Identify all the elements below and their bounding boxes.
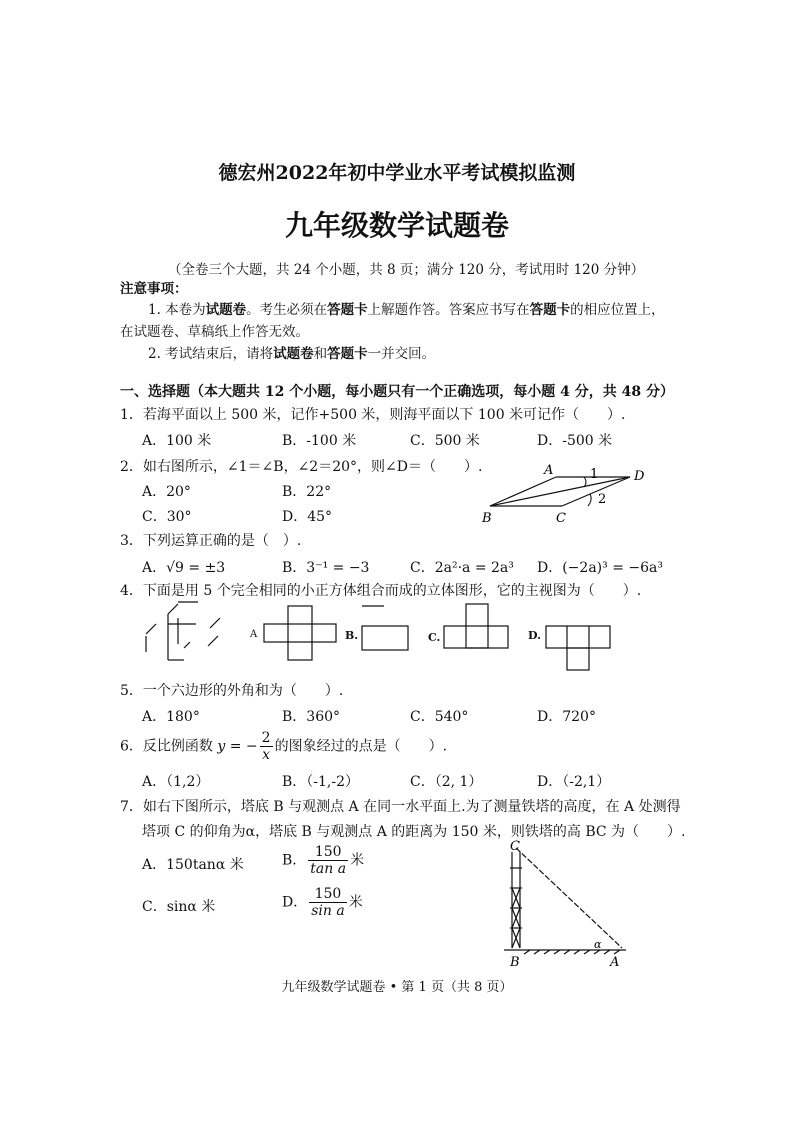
q6-option-b: B．（-1,-2） xyxy=(282,774,360,790)
q6-fraction xyxy=(260,730,273,763)
q4-option-b-view xyxy=(362,604,412,658)
q7-stem-line2: 塔项 C 的仰角为α，塔底 B 与观测点 A 的距离为 150 米，则铁塔的高 BC 为（ ）. xyxy=(142,824,686,840)
note-text: 1. 本卷为 xyxy=(148,302,206,318)
fig-angle-1: 1 xyxy=(590,467,599,482)
q3-option-d: D．(−2a)³ = −6a³ xyxy=(537,560,663,576)
q4-solid-figure xyxy=(138,600,228,664)
note-text: 一并交回。 xyxy=(367,346,436,362)
note-2 xyxy=(148,342,435,362)
q2-option-c: C．30° xyxy=(142,509,192,525)
q2-parallelogram-figure xyxy=(480,462,650,526)
q7-d-numerator: 150 xyxy=(309,886,346,903)
q4-option-c-label: C. xyxy=(428,631,441,644)
q6-stem-text: 6．反比例函数 xyxy=(120,738,213,755)
q2-option-d: D．45° xyxy=(282,509,333,525)
note-emph: 答题卡 xyxy=(529,302,571,318)
note-emph: 答题卡 xyxy=(327,346,368,362)
q6-option-d: D．（-2,1） xyxy=(537,774,611,790)
q2-option-b: B．22° xyxy=(282,484,332,500)
note-text: 。考生必须在 xyxy=(246,302,328,318)
exam-info: （全卷三个大题，共 24 个小题，共 8 页；满分 120 分，考试用时 120 分钟） xyxy=(168,262,645,278)
exam-title: 德宏州2022年初中学业水平考试模拟监测 xyxy=(218,162,576,184)
note-text: 上解题作答。答案应书写在 xyxy=(367,302,530,318)
tower-lattice xyxy=(510,852,522,948)
q1-option-d: D．-500 米 xyxy=(537,433,613,449)
q5-option-c: C．540° xyxy=(410,709,469,725)
fig-label-a: A xyxy=(544,463,554,478)
q7-tower-figure xyxy=(500,838,630,970)
q3-option-a: A．√9 = ±3 xyxy=(142,560,226,576)
q5-option-d: D．720° xyxy=(537,709,596,725)
paper-subtitle: 九年级数学试题卷 xyxy=(284,209,509,242)
q7-b-unit: 米 xyxy=(350,852,365,869)
q6-denominator: x xyxy=(262,747,271,763)
note-1-cont: 在试题卷、草稿纸上作答无效。 xyxy=(120,324,309,340)
q1-stem: 1．若海平面以上 500 米，记作+500 米，则海平面以下 100 米可记作（ ）. xyxy=(120,407,626,423)
fig-label-d: D xyxy=(634,469,645,484)
q5-option-a: A．180° xyxy=(142,709,200,725)
note-text: 的相应位置上， xyxy=(570,302,665,318)
q7-b-numerator: 150 xyxy=(308,844,348,861)
q7-option-c: C．sinα 米 xyxy=(142,899,216,915)
note-emph: 试题卷 xyxy=(273,346,314,362)
q7-option-a: A．150tanα 米 xyxy=(142,857,244,873)
q3-option-c: C．2a²·a = 2a³ xyxy=(410,560,514,576)
q6-option-a: A．（1,2） xyxy=(142,774,210,790)
q1-option-c: C．500 米 xyxy=(410,433,480,449)
q2-stem: 2．如右图所示，∠1＝∠B，∠2＝20°，则∠D＝（ ）. xyxy=(120,459,483,475)
fig-label-c: C xyxy=(510,839,520,854)
q7-option-d xyxy=(282,886,363,919)
q4-option-a-view xyxy=(264,606,338,660)
fig-label-c: C xyxy=(556,511,566,526)
fig-label-b: B xyxy=(510,955,520,970)
q4-option-c-view xyxy=(444,604,514,652)
q6-stem-text: 的图象经过的点是（ ）. xyxy=(274,738,448,755)
fig-angle-2: 2 xyxy=(598,492,607,507)
note-emph: 答题卡 xyxy=(327,302,368,318)
page-footer: 九年级数学试题卷 • 第 1 页（共 8 页） xyxy=(281,980,513,995)
q6-option-c: C．（2, 1） xyxy=(410,774,483,790)
q4-option-d-label: D. xyxy=(528,629,541,642)
q7-d-fraction xyxy=(309,886,346,919)
note-1 xyxy=(148,298,665,318)
q7-d-label: D． xyxy=(282,894,308,911)
q4-option-a-label: A xyxy=(250,629,258,640)
q6-eq-lhs: y = − xyxy=(217,738,258,755)
q3-stem: 3．下列运算正确的是（ ）. xyxy=(120,533,302,549)
q4-stem: 4．下面是用 5 个完全相同的小正方体组合而成的立体图形，它的主视图为（ ）. xyxy=(120,583,642,599)
q2-option-a: A．20° xyxy=(142,484,191,500)
q5-stem: 5．一个六边形的外角和为（ ）. xyxy=(120,683,344,699)
section-heading: 一、选择题（本大题共 12 个小题，每小题只有一个正确选项，每小题 4 分，共 48 分） xyxy=(120,384,674,400)
fig-label-a: A xyxy=(610,955,620,970)
notes-heading: 注意事项： xyxy=(120,281,188,297)
q7-option-b xyxy=(282,844,364,877)
q6-stem xyxy=(120,730,447,763)
fig-angle-alpha: α xyxy=(594,938,602,951)
q7-b-fraction xyxy=(308,844,348,877)
q7-d-unit: 米 xyxy=(348,894,363,911)
q5-option-b: B．360° xyxy=(282,709,341,725)
q7-b-denominator: tan a xyxy=(310,861,347,877)
q7-d-denominator: sin a xyxy=(311,903,345,919)
q3-option-b: B．3⁻¹ = −3 xyxy=(282,560,370,576)
q4-option-b-label: B. xyxy=(345,629,359,642)
q4-option-d-view xyxy=(546,626,612,672)
q1-option-b: B．-100 米 xyxy=(282,433,357,449)
q1-option-a: A．100 米 xyxy=(142,433,212,449)
note-text: 和 xyxy=(313,346,328,362)
q6-numerator: 2 xyxy=(261,730,271,746)
fig-label-b: B xyxy=(482,511,492,526)
q7-b-label: B． xyxy=(282,852,307,869)
note-emph: 试题卷 xyxy=(205,302,247,318)
q7-stem-line1: 7．如右下图所示，塔底 B 与观测点 A 在同一水平面上.为了测量铁塔的高度，在 A 处测得 xyxy=(120,799,681,815)
note-text: 2. 考试结束后，请将 xyxy=(148,346,274,362)
